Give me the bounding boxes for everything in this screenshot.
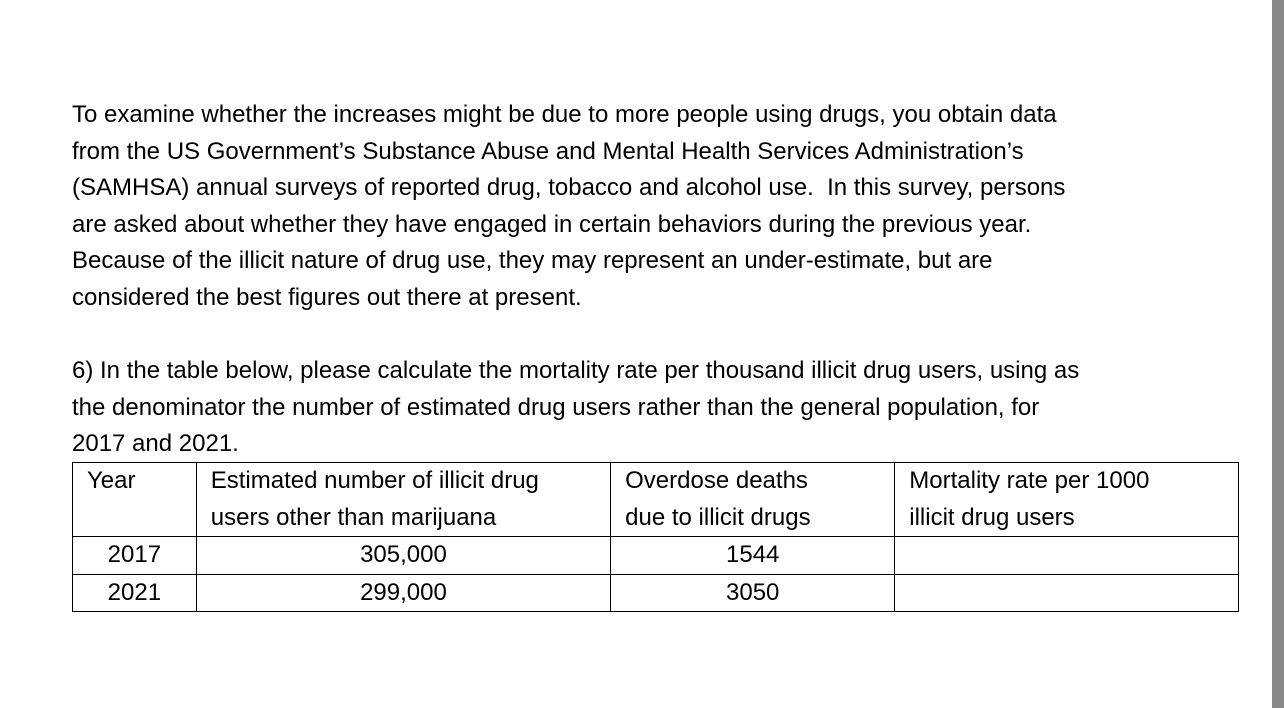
header-deaths-line: due to illicit drugs	[625, 503, 811, 531]
text-line: the denominator the number of estimated drug users rather than the general population, for	[72, 393, 1040, 421]
text-line: Because of the illicit nature of drug use, they may represent an under-estimate, but are	[72, 247, 993, 275]
intro-paragraph	[72, 97, 1242, 317]
text-line: To examine whether the increases might be due to more people using drugs, you obtain data	[72, 101, 1057, 128]
header-users	[196, 463, 610, 537]
header-deaths	[611, 463, 895, 537]
text-line: are asked about whether they have engaged in certain behaviors during the previous year.	[72, 210, 1032, 238]
text-line: from the US Government’s Substance Abuse and Mental Health Services Administration’s	[72, 137, 1024, 165]
header-users-line: Estimated number of illicit drug	[210, 467, 539, 494]
question-paragraph	[72, 353, 1242, 463]
header-year	[73, 463, 197, 537]
cell-users: 299,000	[196, 574, 610, 612]
table-row	[73, 574, 1239, 612]
header-year-label: Year	[87, 467, 136, 494]
cell-rate-input[interactable]	[895, 537, 1239, 575]
cell-year: 2021	[73, 574, 197, 612]
cell-deaths: 1544	[611, 537, 895, 575]
header-rate	[895, 463, 1239, 537]
cell-users: 305,000	[196, 537, 610, 575]
text-line: 6) In the table below, please calculate the mortality rate per thousand illicit drug users, using as	[72, 357, 1080, 384]
cell-year: 2017	[73, 537, 197, 575]
text-line: 2017 and 2021.	[72, 430, 239, 458]
mortality-table	[72, 462, 1239, 612]
cell-rate-input[interactable]	[895, 574, 1239, 612]
header-users-line: users other than marijuana	[210, 503, 497, 531]
cell-deaths: 3050	[611, 574, 895, 612]
header-rate-line: Mortality rate per 1000	[909, 467, 1150, 494]
page-edge-bar	[1272, 0, 1284, 708]
table-row	[73, 537, 1239, 575]
text-line: (SAMHSA) annual surveys of reported drug, tobacco and alcohol use. In this survey, persons	[72, 174, 1066, 202]
header-deaths-line: Overdose deaths	[625, 467, 808, 494]
header-rate-line: illicit drug users	[909, 503, 1075, 531]
table-header-row	[73, 463, 1239, 537]
text-line: considered the best figures out there at present.	[72, 283, 582, 311]
